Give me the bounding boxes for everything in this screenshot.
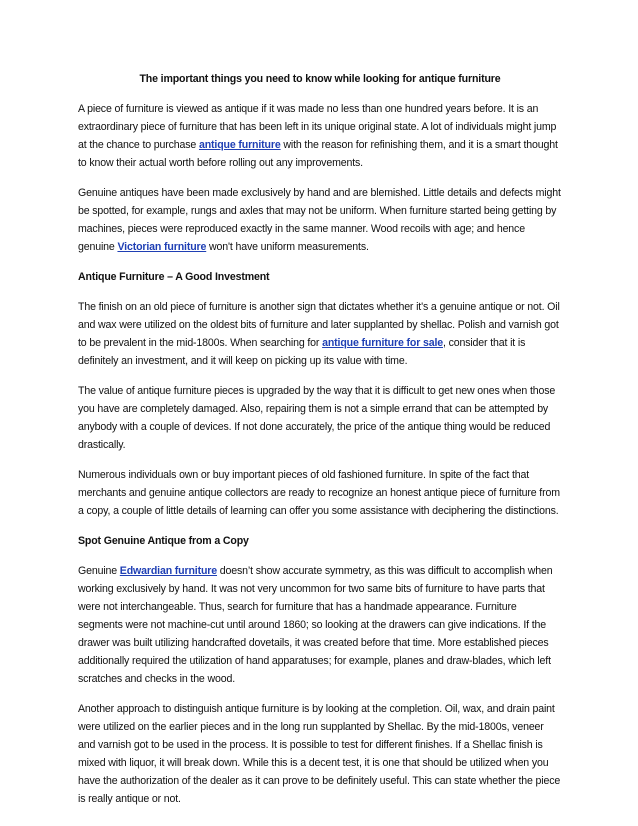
section-heading-good-investment: Antique Furniture – A Good Investment bbox=[78, 271, 270, 283]
victorian-furniture-link[interactable]: Victorian furniture bbox=[117, 241, 207, 253]
antique-furniture-link[interactable]: antique furniture bbox=[198, 139, 281, 151]
document-page bbox=[78, 70, 562, 820]
paragraph-5: Numerous individuals own or buy important pieces of old fashioned furniture. In spite of the fact that merchants and genuine antique collectors are ready to recognize an honest antique piece of furniture from a copy, a couple of little details of learning can offer you some assistance with deciphering the distinctions. bbox=[78, 469, 560, 517]
antique-furniture-for-sale-link[interactable]: antique furniture for sale bbox=[322, 337, 443, 349]
paragraph-2-text-before: Genuine antiques have been made exclusively by hand and are blemished. Little details and defects might be spotted, for example, rungs and axles that may not be uniform. When furniture started being getting by machines, pieces were reproduced exactly in the same manner. Wood recoils with age; and hence genuine bbox=[78, 187, 561, 253]
paragraph-3 bbox=[78, 298, 562, 370]
document-title: The important things you need to know while looking for antique furniture bbox=[139, 73, 501, 85]
paragraph-2 bbox=[78, 184, 562, 256]
paragraph-6 bbox=[78, 562, 562, 688]
edwardian-furniture-link[interactable]: Edwardian furniture bbox=[119, 565, 218, 577]
paragraph-3-text-after: , consider that it is definitely an investment, and it will keep on picking up its value with time. bbox=[78, 337, 526, 367]
paragraph-1-text-before: A piece of furniture is viewed as antique if it was made no less than one hundred years before. It is an extraordinary piece of furniture that has been left in its unique original state. A lot of individuals might jump at the chance to purchase bbox=[78, 103, 557, 151]
section-heading-spot-genuine: Spot Genuine Antique from a Copy bbox=[78, 535, 249, 547]
paragraph-2-text-after: won't have uniform measurements. bbox=[206, 241, 369, 253]
paragraph-7: Another approach to distinguish antique furniture is by looking at the completion. Oil, wax, and drain paint were utilized on the earlier pieces and in the long run supplanted by Shellac. By the mid-1800s, veneer and varnish got to be used in the process. It is possible to test for different finishes. If a Shellac finish is mixed with liquor, it will break down. While this is a decent test, it is one that should be utilized when you have the authorization of the dealer as it can prove to be definitely useful. This can state whether the piece is really antique or not. bbox=[78, 703, 561, 805]
paragraph-6-text-before: Genuine bbox=[78, 565, 120, 577]
paragraph-3-text-before: The finish on an old piece of furniture is another sign that dictates whether it's a genuine antique or not. Oil and wax were utilized on the oldest bits of furniture and later supplanted by shellac. Polish and varnish got to be prevalent in the mid-1800s. When searching for bbox=[78, 301, 560, 349]
paragraph-1 bbox=[78, 100, 562, 172]
paragraph-4: The value of antique furniture pieces is upgraded by the way that it is difficult to get new ones when those you have are completely damaged. Also, repairing them is not a simple errand that can be attempted by anybody with a couple of devices. If not done accurately, the price of the antique thing would be reduced drastically. bbox=[78, 385, 556, 451]
paragraph-1-text-after: with the reason for refinishing them, and it is a smart thought to know their actual worth before rolling out any improvements. bbox=[78, 139, 558, 169]
paragraph-6-text-after: doesn’t show accurate symmetry, as this was difficult to accomplish when working exclusively by hand. It was not very uncommon for two same bits of furniture to have parts that were not interchangeable. Thus, search for furniture that has a handmade appearance. Furniture segments were not machine-cut until around 1860; so looking at the drawers can give indications. If the drawer was built utilizing handcrafted dovetails, it was created before that time. More established pieces additionally required the utilization of hand apparatuses; for example, planes and draw-blades, which left scratches and checks in the wood. bbox=[78, 565, 553, 685]
